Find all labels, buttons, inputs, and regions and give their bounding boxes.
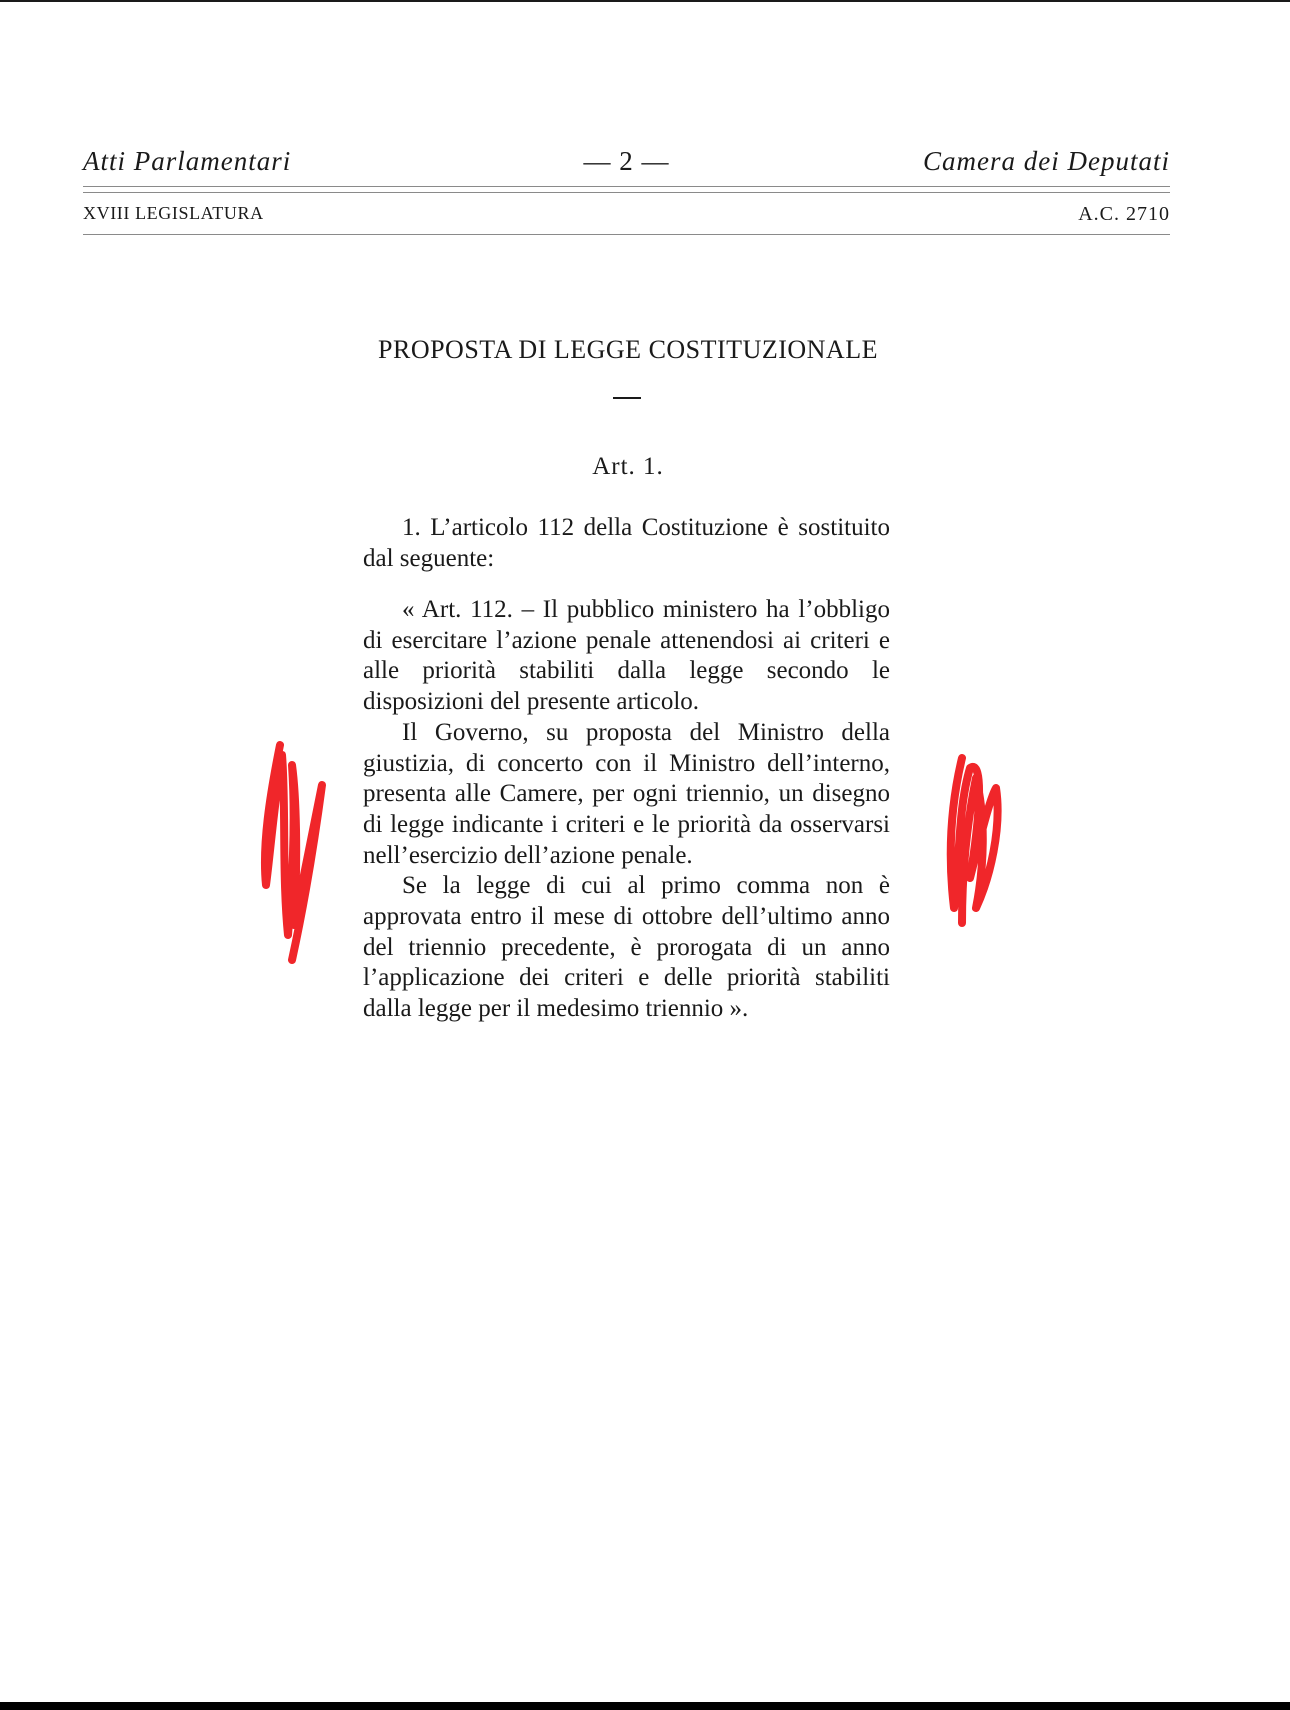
document-title: PROPOSTA DI LEGGE COSTITUZIONALE — [378, 335, 878, 364]
bottom-border — [0, 1702, 1290, 1710]
header-double-rule — [83, 186, 1170, 193]
header-rule — [83, 234, 1170, 235]
page-number: — 2 — — [583, 146, 670, 176]
scribble-stroke — [265, 745, 322, 960]
quoted-paragraph-3: Se la legge di cui al primo comma non è approvata entro il mese di ottobre dell’ultimo anno del triennio precedente, è prorogata di un anno l’applicazione dei criteri e delle priorità stabiliti dalla legge per il medesimo triennio ». — [363, 872, 890, 1023]
sub-header — [83, 203, 1170, 227]
article-paragraph-block — [363, 513, 890, 574]
quoted-paragraph-1: « Art. 112. – Il pubblico ministero ha l’obbligo di esercitare l’azione penale attenendosi ai criteri e alle priorità stabiliti dalla legge secondo le disposizioni del presente articolo. — [363, 596, 890, 716]
article-heading: Art. 1. — [592, 453, 664, 480]
top-border — [0, 0, 1290, 2]
title-dash — [613, 397, 641, 399]
running-header — [83, 146, 1170, 186]
paragraph-1: 1. L’articolo 112 della Costituzione è sostituito dal seguente: — [363, 514, 890, 572]
quoted-paragraph-2: Il Governo, su proposta del Ministro della giustizia, di concerto con il Ministro dell’interno, presenta alle Camere, per ogni triennio, un disegno di legge indicante i criteri e le priorità da osservarsi nell’esercizio dell’azione penale. — [363, 718, 890, 869]
header-left-title: Atti Parlamentari — [83, 146, 292, 176]
quoted-article-block — [363, 595, 890, 1025]
red-scribble-right — [940, 748, 1010, 928]
act-number: A.C. 2710 — [1078, 203, 1170, 225]
red-scribble-left — [252, 735, 332, 965]
scribble-stroke — [951, 758, 998, 923]
legislature-label: XVIII LEGISLATURA — [83, 203, 264, 223]
header-right-title: Camera dei Deputati — [923, 146, 1170, 176]
